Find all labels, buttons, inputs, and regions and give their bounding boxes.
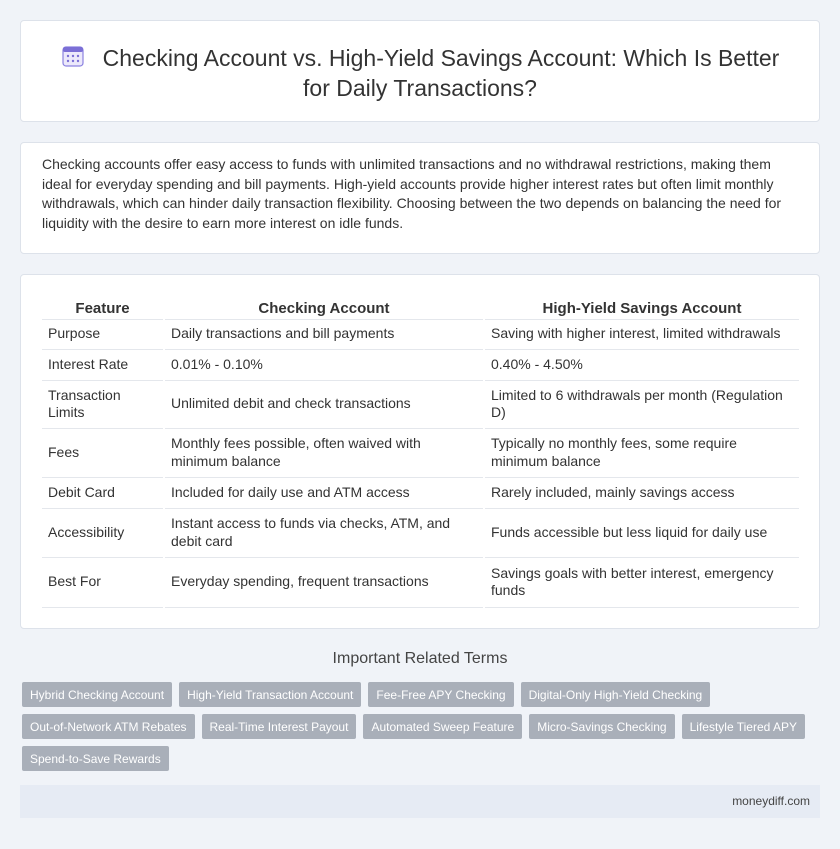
related-term-tag[interactable]: Digital-Only High-Yield Checking xyxy=(521,682,711,707)
related-term-tag[interactable]: Lifestyle Tiered APY xyxy=(682,714,805,739)
checking-cell: Daily transactions and bill payments xyxy=(164,319,484,349)
comparison-table xyxy=(42,295,799,608)
checking-cell: Monthly fees possible, often waived with minimum balance xyxy=(164,428,484,477)
table-row xyxy=(42,557,799,607)
high-yield-cell: 0.40% - 4.50% xyxy=(484,349,799,380)
table-row xyxy=(42,508,799,557)
high-yield-cell: Rarely included, mainly savings access xyxy=(484,477,799,508)
feature-cell: Accessibility xyxy=(42,508,164,557)
checking-cell: Included for daily use and ATM access xyxy=(164,477,484,508)
related-term-tag[interactable]: Hybrid Checking Account xyxy=(22,682,172,707)
feature-cell: Interest Rate xyxy=(42,349,164,380)
checking-cell: Unlimited debit and check transactions xyxy=(164,380,484,428)
table-row xyxy=(42,428,799,477)
feature-cell: Fees xyxy=(42,428,164,477)
high-yield-cell: Funds accessible but less liquid for daily use xyxy=(484,508,799,557)
checking-cell: Instant access to funds via checks, ATM, and debit card xyxy=(164,508,484,557)
table-row xyxy=(42,349,799,380)
table-row xyxy=(42,380,799,428)
related-term-tag[interactable]: High-Yield Transaction Account xyxy=(179,682,361,707)
feature-cell: Best For xyxy=(42,557,164,607)
footer xyxy=(20,785,820,818)
related-term-tag[interactable]: Automated Sweep Feature xyxy=(363,714,522,739)
page-title xyxy=(51,43,789,103)
related-terms-list xyxy=(22,682,812,778)
feature-cell: Transaction Limits xyxy=(42,380,164,428)
related-term-tag[interactable]: Spend-to-Save Rewards xyxy=(22,746,169,771)
related-term-tag[interactable]: Out-of-Network ATM Rebates xyxy=(22,714,195,739)
related-term-tag[interactable]: Real-Time Interest Payout xyxy=(202,714,357,739)
table-row xyxy=(42,319,799,349)
high-yield-cell: Saving with higher interest, limited withdrawals xyxy=(484,319,799,349)
footer-site-link[interactable]: moneydiff.com xyxy=(732,794,810,808)
high-yield-cell: Limited to 6 withdrawals per month (Regulation D) xyxy=(484,380,799,428)
high-yield-cell: Typically no monthly fees, some require minimum balance xyxy=(484,428,799,477)
title-card xyxy=(20,20,820,122)
page-title-text: Checking Account vs. High-Yield Savings Account: Which Is Better for Daily Transactions? xyxy=(102,45,780,101)
header-feature: Feature xyxy=(42,295,164,319)
feature-cell: Purpose xyxy=(42,319,164,349)
comparison-card xyxy=(20,274,820,629)
checking-cell: 0.01% - 0.10% xyxy=(164,349,484,380)
table-row xyxy=(42,477,799,508)
related-terms-heading: Important Related Terms xyxy=(332,650,508,667)
high-yield-cell: Savings goals with better interest, emergency funds xyxy=(484,557,799,607)
header-checking: Checking Account xyxy=(164,295,484,319)
related-term-tag[interactable]: Micro-Savings Checking xyxy=(529,714,674,739)
intro-paragraph: Checking accounts offer easy access to funds with unlimited transactions and no withdrawal restrictions, making them ideal for everyday spending and bill payments. High-yield accounts provide higher interest rates but often limit monthly withdrawals, which can hinder daily transaction flexibility. Choosing between the two depends on balancing the need for liquidity with the desire to earn more interest on idle funds. xyxy=(42,156,782,231)
intro-card xyxy=(20,142,820,254)
header-high-yield: High-Yield Savings Account xyxy=(484,295,799,319)
related-term-tag[interactable]: Fee-Free APY Checking xyxy=(368,682,513,707)
feature-cell: Debit Card xyxy=(42,477,164,508)
table-header-row xyxy=(42,295,799,319)
checking-cell: Everyday spending, frequent transactions xyxy=(164,557,484,607)
calendar-icon xyxy=(61,44,85,68)
